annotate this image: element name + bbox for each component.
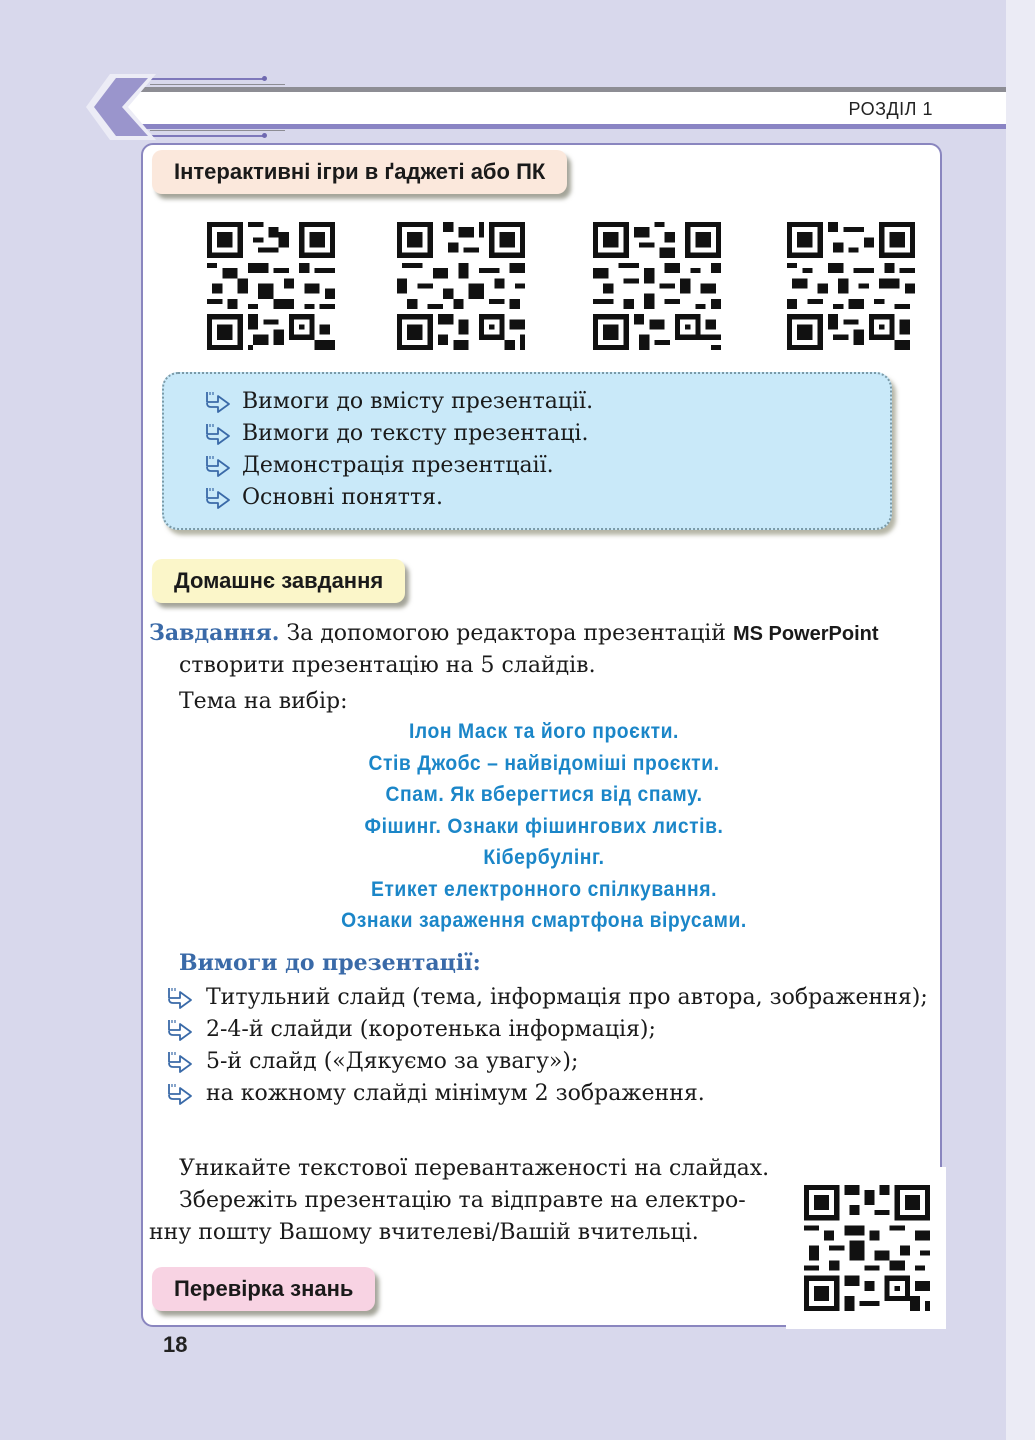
topic-item: Спам. Як вберегтися від спаму. [385,783,703,806]
task-description [149,617,939,718]
list-item [204,482,890,514]
qr-bottom-container [786,1167,946,1329]
header-dot [262,76,267,81]
topic-item: Стів Джобс – найвідоміші проєкти. [368,751,720,775]
header-thin-line [148,135,266,137]
header-thin-line [150,84,285,85]
review-box [162,372,892,530]
task-text: За допомогою редактора презентацій [279,621,733,646]
review-item-text: Вимоги до тексту презентаці. [242,421,589,446]
qr-code-icon[interactable] [207,222,335,350]
task-label: Завдання. [149,620,280,646]
qr-code-icon[interactable] [397,222,525,350]
hook-arrow-icon [204,454,232,478]
review-item-text: Демонстрація презентцаії. [242,453,554,478]
requirement-text: на кожному слайді мінімум 2 зображення. [206,1081,705,1106]
topic-item: Ілон Маск та його проєкти. [409,720,679,743]
list-item [166,1078,932,1110]
games-heading: Інтерактивні ігри в ґаджеті або ПК [152,150,567,194]
topic-item: Фішинг. Ознаки фішингових листів. [364,814,724,838]
hook-arrow-icon [166,986,194,1010]
closing-line: Уникайте текстової перевантаженості на слайдах. [179,1156,770,1181]
chevron-left-icon [86,72,156,142]
topic-item: Ознаки зараження смартфона вірусами. [341,909,747,932]
closing-text [149,1153,789,1249]
task-line [149,617,939,650]
list-item [204,418,890,450]
task-text-cont: створити презентацію на 5 слайдів. [179,653,596,678]
list-item [166,1046,932,1078]
qr-code-icon[interactable] [787,222,915,350]
review-item-text: Вимоги до вмісту презентації. [242,389,594,414]
hook-arrow-icon [166,1050,194,1074]
header-dot [262,133,267,138]
qr-code-icon[interactable] [804,1185,930,1311]
closing-line: Збережіть презентацію та відправте на електро- [179,1188,746,1213]
hook-arrow-icon [166,1082,194,1106]
header-thin-line [148,78,266,80]
header-line-top [140,87,1006,92]
knowledge-check-heading: Перевірка знань [152,1267,375,1311]
hook-arrow-icon [204,486,232,510]
section-label: РОЗДІЛ 1 [848,99,933,119]
topics-list [181,716,908,937]
hook-arrow-icon [204,422,232,446]
list-item [166,1014,932,1046]
review-item-text: Основні поняття. [242,485,444,510]
header-line-bottom [140,124,1006,129]
topic-item: Кібербулінг. [483,846,605,869]
page-margin [1006,0,1035,1440]
header-thin-line [150,130,285,131]
list-item [204,386,890,418]
app-name: MS PowerPoint [732,623,879,645]
requirements-title: Вимоги до презентації: [179,950,481,976]
closing-line: нну пошту Вашому вчителеві/Вашій вчительці. [149,1220,699,1245]
hook-arrow-icon [204,390,232,414]
requirement-text: 5-й слайд («Дякуємо за увагу»); [206,1049,579,1074]
topic-intro: Тема на вибір: [179,689,348,714]
qr-code-icon[interactable] [593,222,721,350]
qr-code-row [207,222,917,352]
requirement-text: Титульний слайд (тема, інформація про автора, зображення); [206,985,928,1010]
homework-heading: Домашнє завдання [152,559,405,603]
requirement-text: 2-4-й слайди (коротенька інформація); [206,1017,656,1042]
list-item [204,450,890,482]
topic-item: Етикет електронного спілкування. [370,877,718,901]
requirements-list [166,982,932,1110]
review-list [164,374,890,514]
hook-arrow-icon [166,1018,194,1042]
page-number: 18 [163,1332,188,1357]
list-item [166,982,932,1014]
